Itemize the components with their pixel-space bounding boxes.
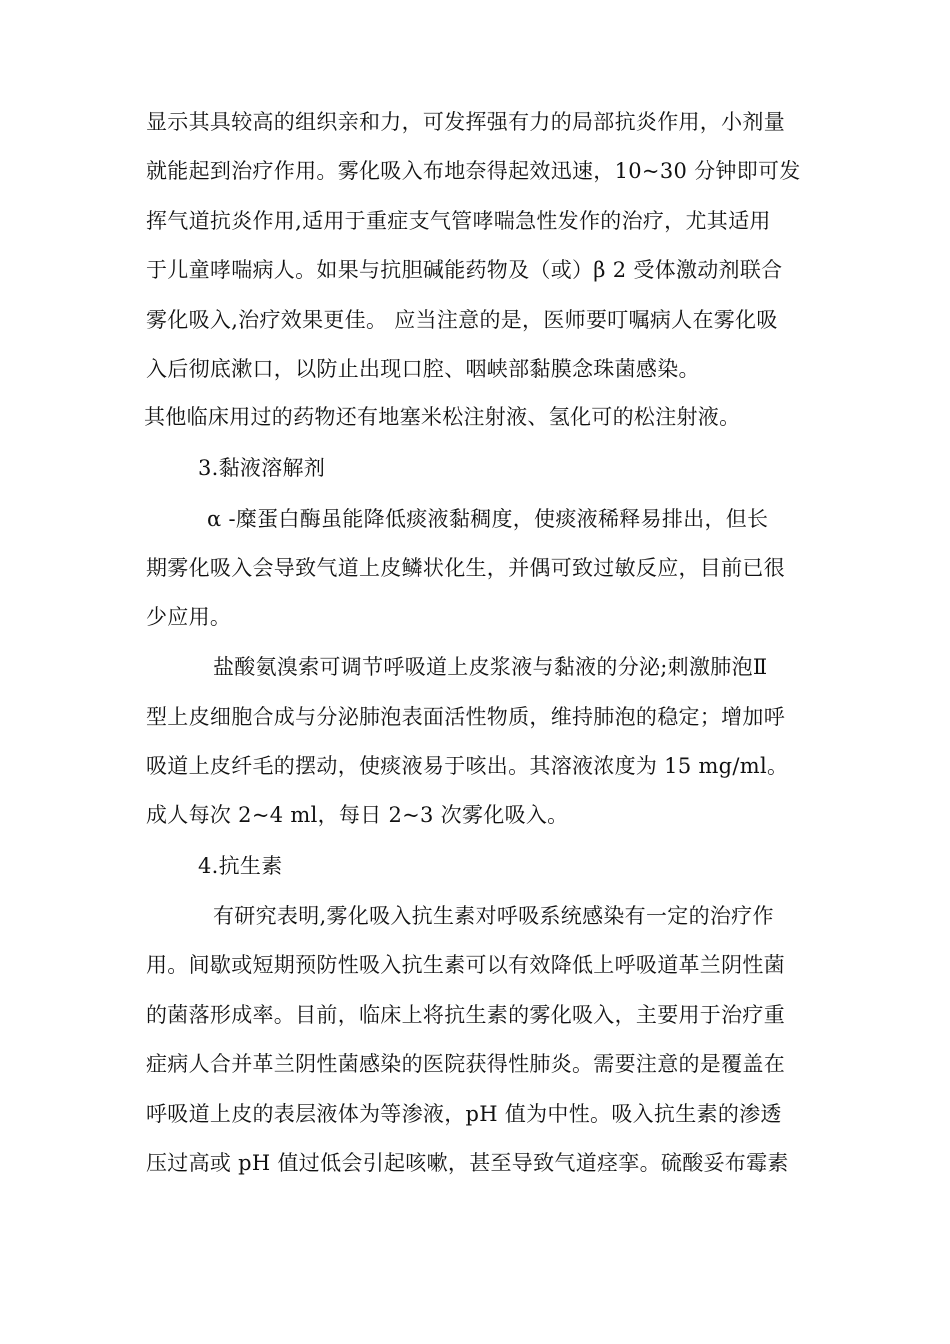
text-line: 其他临床用过的药物还有地塞米松注射液、氢化可的松注射液。 [144,405,741,429]
text-line: 入后彻底漱口，以防止出现口腔、咽峡部黏膜念珠菌感染。 [146,357,700,381]
section-heading: 3.黏液溶解剂 [198,456,326,480]
text-line: 少应用。 [146,605,232,629]
text-line: 雾化吸入,治疗效果更佳。 应当注意的是，医师要叮嘱病人在雾化吸 [146,308,778,332]
text-line: 有研究表明,雾化吸入抗生素对呼吸系统感染有一定的治疗作 [213,904,774,928]
text-line: 吸道上皮纤毛的摆动，使痰液易于咳出。其溶液浓度为 15 mg/ml。 [146,754,789,778]
text-line: 型上皮细胞合成与分泌肺泡表面活性物质，维持肺泡的稳定；增加呼 [146,705,785,729]
text-line: 就能起到治疗作用。雾化吸入布地奈得起效迅速，10~30 分钟即可发 [146,159,801,183]
text-line: 期雾化吸入会导致气道上皮鳞状化生，并偶可致过敏反应，目前已很 [146,556,785,580]
text-line: α -糜蛋白酶虽能降低痰液黏稠度，使痰液稀释易排出，但长 [207,507,769,531]
text-line: 症病人合并革兰阴性菌感染的医院获得性肺炎。需要注意的是覆盖在 [146,1052,785,1076]
text-line: 压过高或 pH 值过低会引起咳嗽，甚至导致气道痉挛。硫酸妥布霉素 [146,1151,789,1175]
text-line: 成人每次 2~4 ml，每日 2~3 次雾化吸入。 [146,803,569,827]
section-heading: 4.抗生素 [198,854,283,878]
text-line: 的菌落形成率。目前，临床上将抗生素的雾化吸入，主要用于治疗重 [146,1003,785,1027]
text-line: 挥气道抗炎作用,适用于重症支气管哮喘急性发作的治疗，尤其适用 [146,209,771,233]
text-line: 显示其具较高的组织亲和力，可发挥强有力的局部抗炎作用，小剂量 [146,110,785,134]
text-line: 于儿童哮喘病人。如果与抗胆碱能药物及（或）β 2 受体激动剂联合 [146,258,783,282]
text-line: 盐酸氨溴索可调节呼吸道上皮浆液与黏液的分泌;刺激肺泡Ⅱ [213,655,768,679]
text-line: 呼吸道上皮的表层液体为等渗液，pH 值为中性。吸入抗生素的渗透 [146,1102,782,1126]
text-line: 用。间歇或短期预防性吸入抗生素可以有效降低上呼吸道革兰阴性菌 [146,953,785,977]
